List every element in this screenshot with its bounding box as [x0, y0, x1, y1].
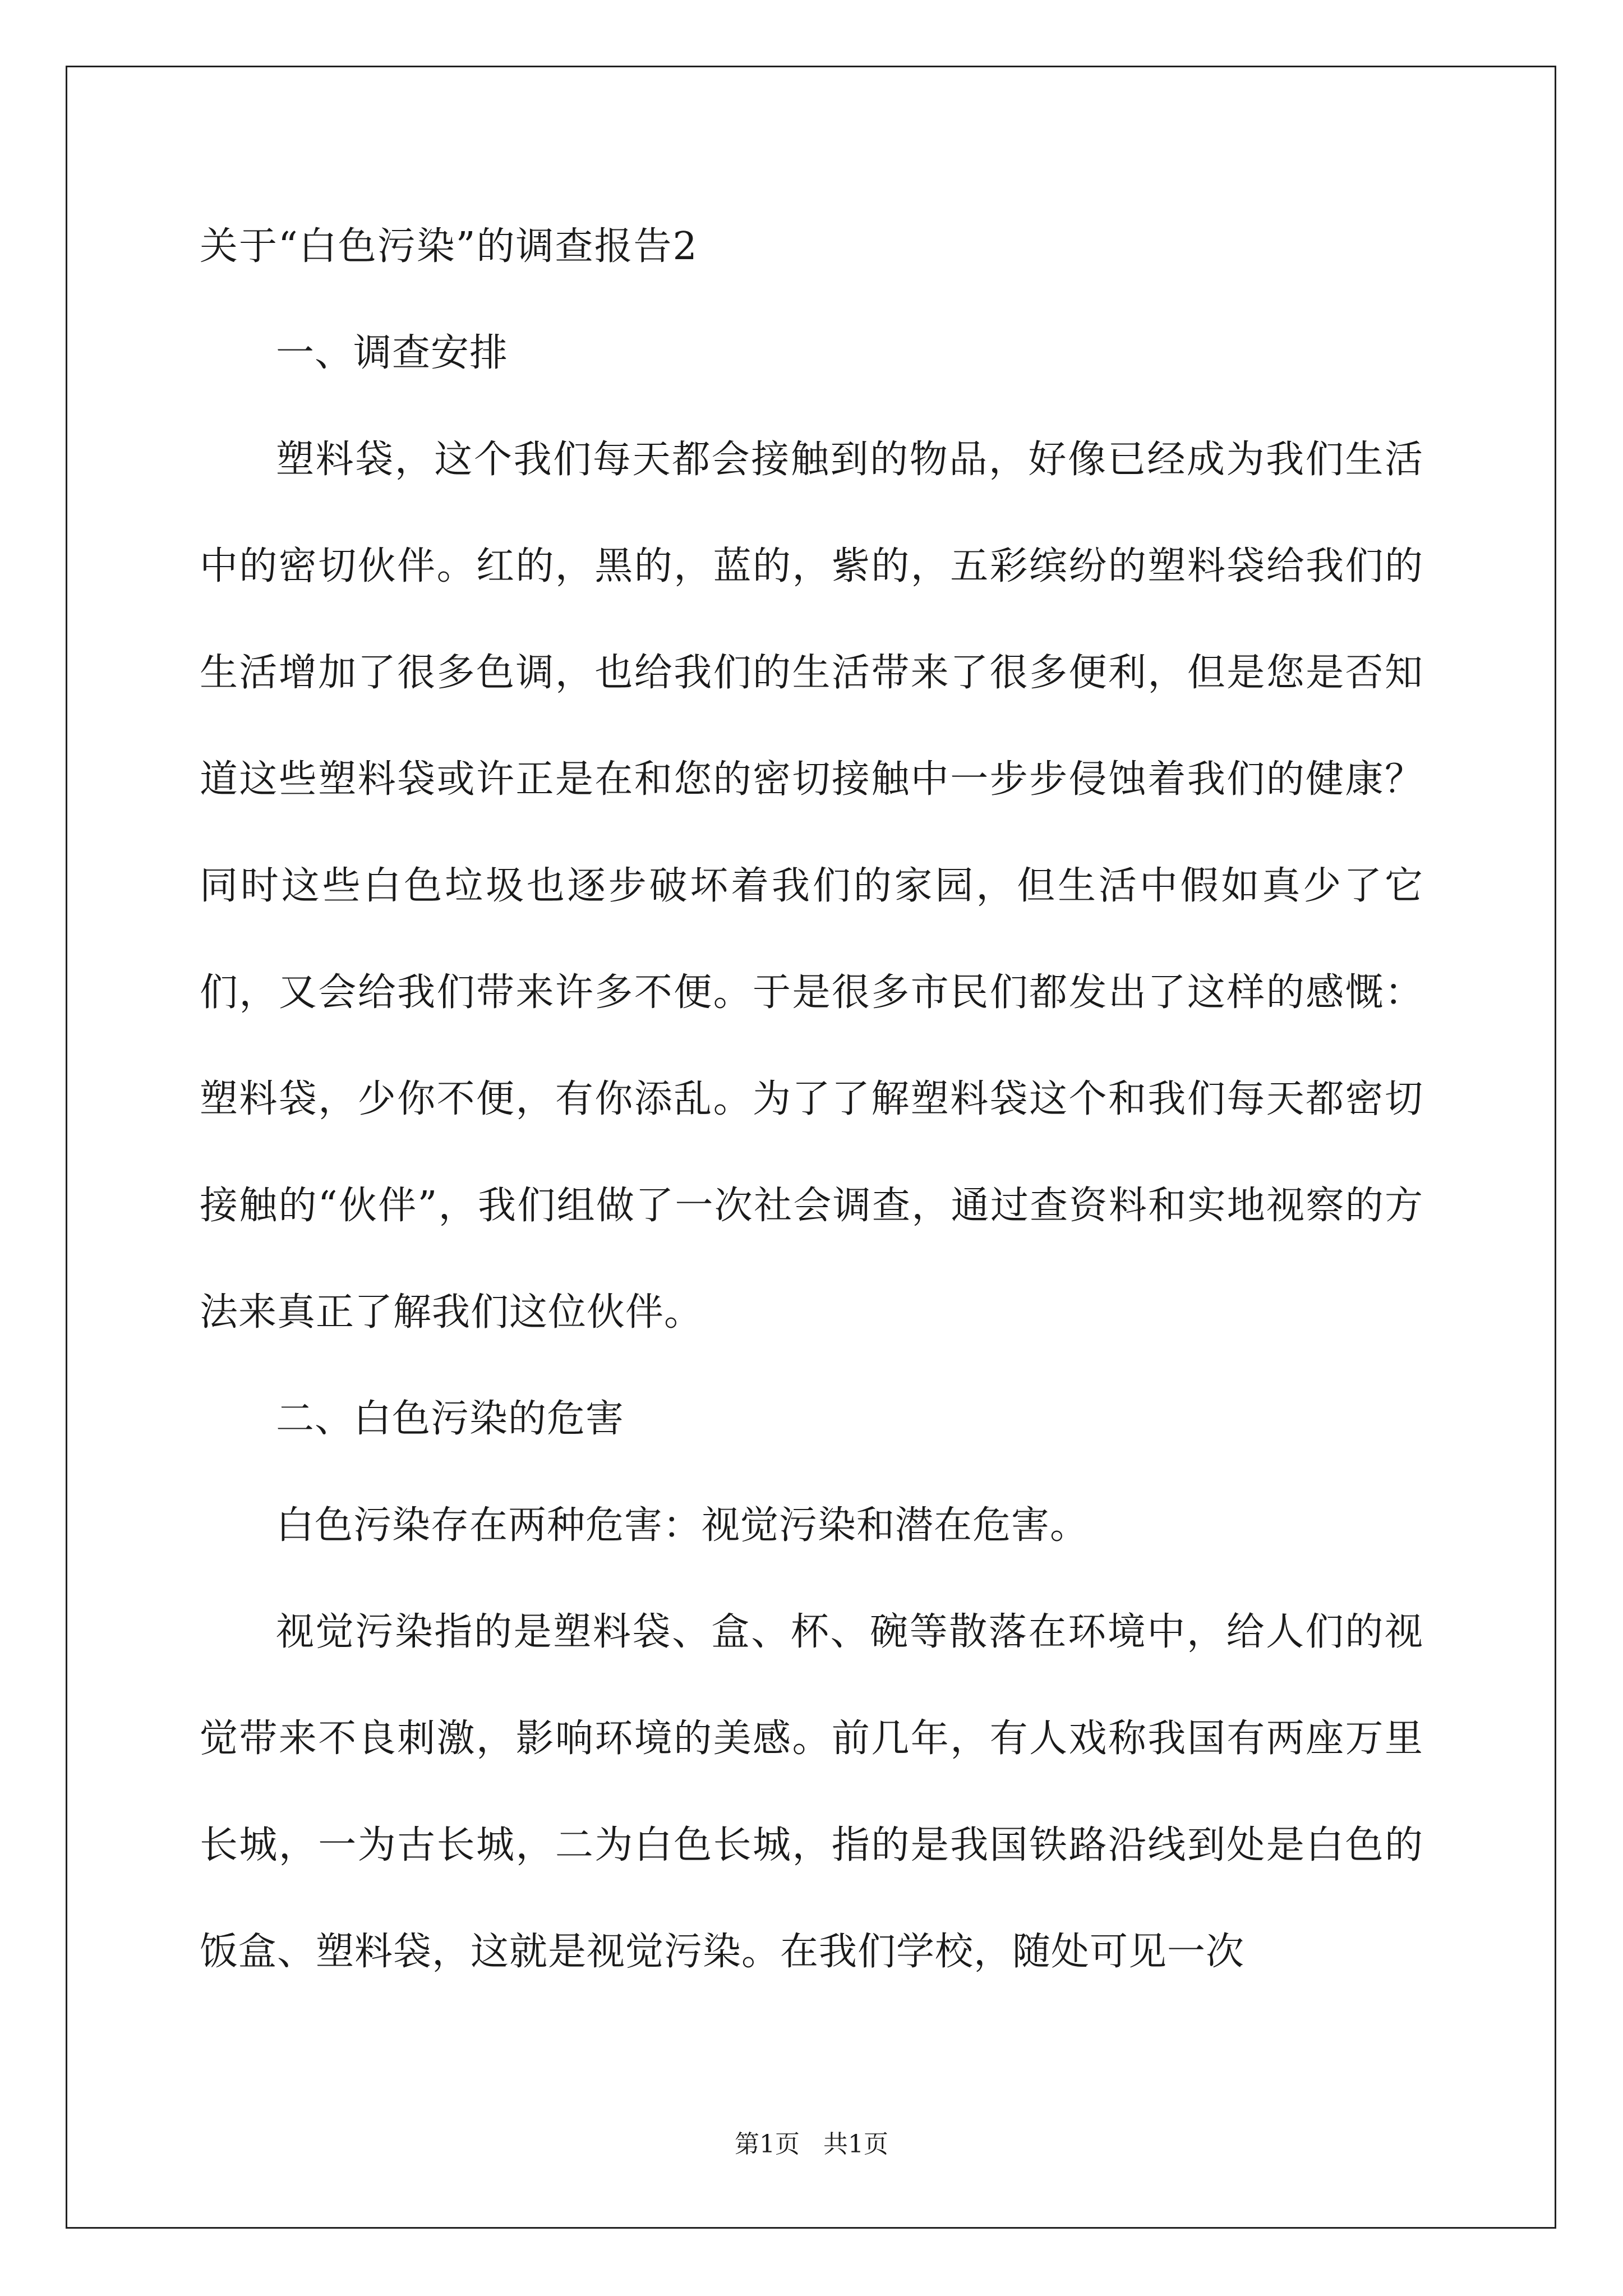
page-footer: 第1页 共1页	[735, 2130, 888, 2159]
document-title: 关于“白色污染”的调查报告2	[200, 224, 698, 269]
paragraph-1: 塑料袋，这个我们每天都会接触到的物品，好像已经成为我们生活中的密切伙伴。红的，黑的，蓝的，紫的，五彩缤纷的塑料袋给我们的生活增加了很多色调，也给我们的生活带来了很多便利，但是您是否知道这些塑料袋或许正是在和您的密切接触中一步步侵蚀着我们的健康？同时这些白色垃圾也逐步破坏着我们的家园，但生活中假如真少了它们，又会给我们带来许多不便。于是很多市民们都发出了这样的感慨：塑料袋，少你不便，有你添乱。为了了解塑料袋这个和我们每天都密切接触的“伙伴”，我们组做了一次社会调查，通过查资料和实地视察的方法来真正了解我们这位伙伴。	[200, 438, 1423, 1335]
section-heading-1: 一、调查安排	[276, 331, 509, 375]
document-body	[200, 220, 1423, 2005]
paragraph-2: 白色污染存在两种危害：视觉污染和潜在危害。	[276, 1503, 1089, 1548]
paragraph-3: 视觉污染指的是塑料袋、盒、杯、碗等散落在环境中，给人们的视觉带来不良刺激，影响环境的美感。前几年，有人戏称我国有两座万里长城，一为古长城，二为白色长城，指的是我国铁路沿线到处是白色的饭盒、塑料袋，这就是视觉污染。在我们学校，随处可见一次	[200, 1610, 1423, 1974]
section-heading-2: 二、白色污染的危害	[276, 1397, 625, 1441]
